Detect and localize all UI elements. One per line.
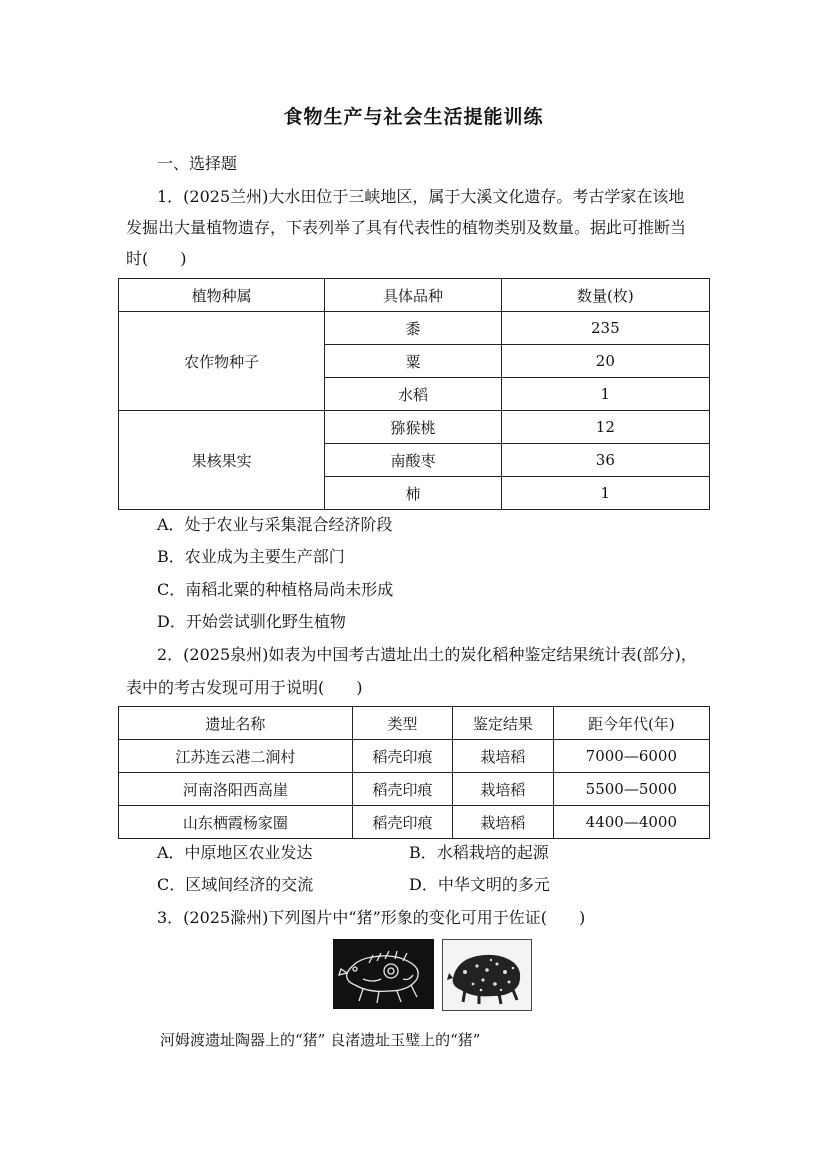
q2-option-b: B．水稻栽培的起源 <box>409 843 549 862</box>
table-header-cell: 鉴定结果 <box>453 707 553 740</box>
table-cell: 1 <box>501 477 709 510</box>
table-cell: 稻壳印痕 <box>352 773 452 806</box>
table-header-cell: 类型 <box>352 707 452 740</box>
table-row <box>119 740 710 773</box>
table-row <box>119 773 710 806</box>
q3-stem: 3．(2025滁州)下列图片中“猪”形象的变化可用于佐证( ) <box>157 908 586 927</box>
table-header-row <box>119 279 710 312</box>
table-cell: 4400—4000 <box>553 806 709 839</box>
q1-table <box>118 278 710 510</box>
table-cell: 黍 <box>325 312 501 345</box>
q2-stem-line1: 2．(2025泉州)如表为中国考古遗址出土的炭化稻种鉴定结果统计表(部分)， <box>157 645 697 664</box>
hemudu-pottery-pig-image <box>333 939 434 1009</box>
table-group-cell: 果核果实 <box>119 411 325 510</box>
table-header-cell: 数量(枚) <box>501 279 709 312</box>
table-cell: 1 <box>501 378 709 411</box>
table-group-cell: 农作物种子 <box>119 312 325 411</box>
table-header-cell: 距今年代(年) <box>553 707 709 740</box>
table-cell: 栽培稻 <box>453 806 553 839</box>
page-title: 食物生产与社会生活提能训练 <box>283 106 544 128</box>
table-header-cell: 具体品种 <box>325 279 501 312</box>
table-cell: 栽培稻 <box>453 740 553 773</box>
q1-option-a: A．处于农业与采集混合经济阶段 <box>157 515 393 534</box>
q2-option-a: A．中原地区农业发达 <box>157 843 313 862</box>
table-cell: 山东栖霞杨家圈 <box>119 806 353 839</box>
q1-stem-line2: 发掘出大量植物遗存，下表列举了具有代表性的植物类别及数量。据此可推断当 <box>126 218 687 237</box>
table-cell: 稻壳印痕 <box>352 740 452 773</box>
section-heading: 一、选择题 <box>157 154 238 173</box>
table-cell: 235 <box>501 312 709 345</box>
table-cell: 20 <box>501 345 709 378</box>
q2-stem-line2: 表中的考古发现可用于说明( ) <box>126 678 363 697</box>
table-cell: 稻壳印痕 <box>352 806 452 839</box>
table-cell: 江苏连云港二涧村 <box>119 740 353 773</box>
table-cell: 南酸枣 <box>325 444 501 477</box>
table-header-cell: 植物种属 <box>119 279 325 312</box>
q1-option-c: C．南稻北粟的种植格局尚未形成 <box>157 580 394 599</box>
table-cell: 栽培稻 <box>453 773 553 806</box>
q2-table <box>118 706 710 839</box>
table-row <box>119 411 710 444</box>
q1-stem-line1: 1．(2025兰州)大水田位于三峡地区，属于大溪文化遗存。考古学家在该地 <box>157 187 685 206</box>
q1-stem-line3: 时( ) <box>126 249 187 268</box>
q1-option-b: B．农业成为主要生产部门 <box>157 547 345 566</box>
table-row <box>119 312 710 345</box>
q2-option-c: C．区域间经济的交流 <box>157 875 314 894</box>
table-cell: 7000—6000 <box>553 740 709 773</box>
table-header-row <box>119 707 710 740</box>
table-cell: 36 <box>501 444 709 477</box>
table-cell: 5500—5000 <box>553 773 709 806</box>
table-cell: 粟 <box>325 345 501 378</box>
table-header-cell: 遗址名称 <box>119 707 353 740</box>
table-row <box>119 806 710 839</box>
table-cell: 柿 <box>325 477 501 510</box>
table-cell: 猕猴桃 <box>325 411 501 444</box>
q3-image-caption: 河姆渡遗址陶器上的“猪” 良渚遗址玉璧上的“猪” <box>160 1031 481 1049</box>
table-cell: 水稻 <box>325 378 501 411</box>
table-cell: 河南洛阳西高崖 <box>119 773 353 806</box>
liangzhu-jade-pig-image <box>442 939 532 1011</box>
q2-option-d: D．中华文明的多元 <box>409 875 550 894</box>
q1-option-d: D．开始尝试驯化野生植物 <box>157 612 346 631</box>
table-cell: 12 <box>501 411 709 444</box>
